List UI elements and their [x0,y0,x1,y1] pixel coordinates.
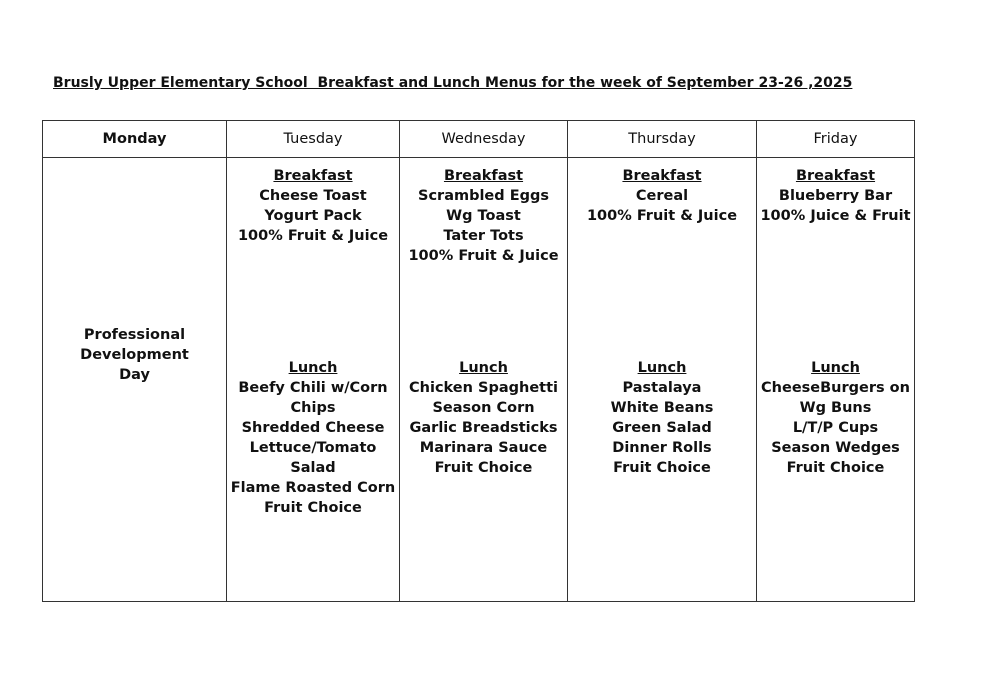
menu-item: Tater Tots [443,228,524,244]
monday-note-line: Development [80,346,189,363]
menu-item: Fruit Choice [786,460,885,476]
menu-item: Marinara Sauce [419,440,548,456]
breakfast-section [757,158,914,358]
menu-item: 100% Juice & Fruit [760,208,911,224]
day-header-thursday: Thursday [568,121,757,158]
menu-item: Season Corn [432,400,535,416]
page-title: Brusly Upper Elementary School Breakfast and Lunch Menus for the week of September 23-26 ,2025 [53,75,853,91]
menu-item: Dinner Rolls [612,440,712,456]
menu-item: Yogurt Pack [264,208,362,224]
menu-item: L/T/P Cups [792,420,879,436]
menu-item: Fruit Choice [264,500,362,516]
lunch-heading: Lunch [811,360,860,376]
day-header-wednesday: Wednesday [400,121,568,158]
lunch-section [568,358,756,478]
day-header-tuesday: Tuesday [227,121,400,158]
lunch-section [400,358,567,478]
breakfast-heading: Breakfast [273,168,353,184]
lunch-section [757,358,914,478]
menu-item: Garlic Breadsticks [409,420,558,436]
menu-table [42,120,915,602]
breakfast-heading: Breakfast [443,168,524,184]
menu-item: Wg Toast [446,208,521,224]
menu-item: Shredded Cheese [241,420,385,436]
lunch-heading: Lunch [459,360,508,376]
thursday-cell [568,158,757,602]
day-header-monday: Monday [43,121,227,158]
menu-item: Wg Buns [799,400,872,416]
wednesday-cell [400,158,568,602]
breakfast-section [568,158,756,358]
menu-item: Fruit Choice [613,460,711,476]
menu-item: Chicken Spaghetti [409,380,558,396]
menu-item: Season Wedges [771,440,900,456]
day-header-row [43,121,915,158]
menu-item: CheeseBurgers on [761,380,910,396]
menu-item: Green Salad [612,420,712,436]
friday-cell [757,158,915,602]
menu-item: Cheese Toast [259,188,367,204]
menu-item: Blueberry Bar [778,188,893,204]
menu-item: 100% Fruit & Juice [408,248,559,264]
menu-item: Fruit Choice [434,460,533,476]
menu-item: Lettuce/Tomato [249,440,377,456]
menu-item: 100% Fruit & Juice [237,228,389,244]
breakfast-heading: Breakfast [795,168,876,184]
breakfast-section [400,158,567,358]
lunch-section [227,358,399,518]
menu-item: White Beans [610,400,714,416]
menu-item: Pastalaya [622,380,702,396]
menu-item: Cereal [635,188,689,204]
day-header-friday: Friday [757,121,915,158]
lunch-heading: Lunch [637,360,687,376]
monday-note-line: Day [119,366,150,383]
breakfast-section [227,158,399,358]
menu-item: Chips [290,400,336,416]
monday-cell [43,158,227,602]
tuesday-cell [227,158,400,602]
monday-note-line: Professional [83,326,186,343]
lunch-heading: Lunch [288,360,338,376]
breakfast-heading: Breakfast [622,168,702,184]
menu-item: Salad [290,460,336,476]
menu-item: Beefy Chili w/Corn [238,380,388,396]
menu-item: Flame Roasted Corn [230,480,396,496]
menu-row [43,158,915,602]
menu-item: Scrambled Eggs [418,188,549,204]
menu-item: 100% Fruit & Juice [586,208,738,224]
